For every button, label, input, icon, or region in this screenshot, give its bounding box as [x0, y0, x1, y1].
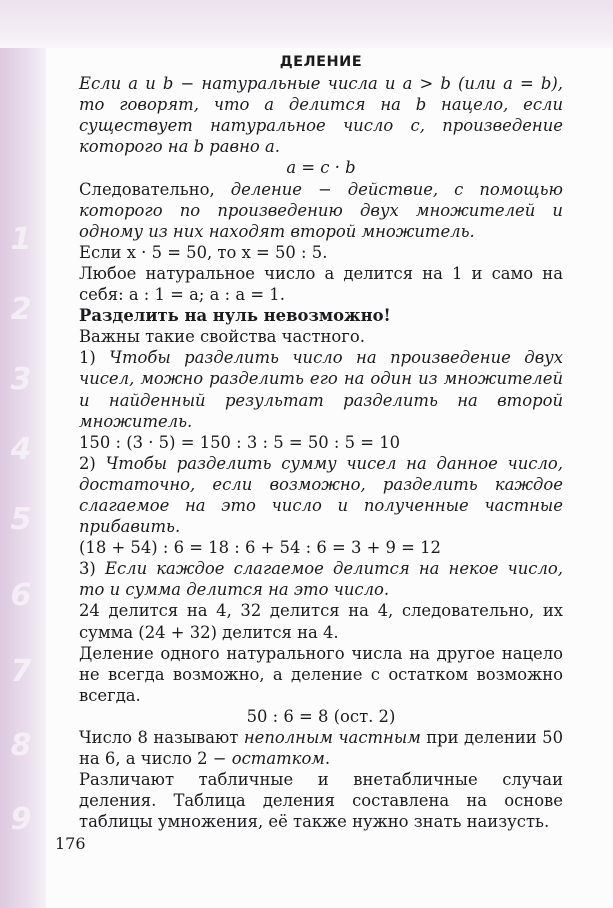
side-number: 7	[10, 654, 32, 689]
definition: Если a и b − натуральные числа и a > b (или a = b), то говорят, что a делится на b нацело, если существует натуральное число c, произведение которого на b равно a.	[79, 74, 563, 157]
paragraph: Если x · 5 = 50, то x = 50 : 5.	[79, 242, 328, 262]
formula: 50 : 6 = 8 (ост. 2)	[246, 706, 396, 726]
property-text: Чтобы разделить число на произведение двух чисел, можно разделить его на один из множителей и найденный результат разделить на второй множитель.	[79, 348, 563, 431]
property	[79, 347, 563, 431]
side-number: 4	[10, 432, 32, 467]
property-text: Чтобы разделить сумму чисел на данное число, достаточно, если возможно, разделить каждое слагаемое на это число и полученные частные прибавить.	[79, 453, 563, 537]
property	[79, 453, 563, 537]
side-decor-band	[0, 48, 46, 908]
property-number: 2)	[79, 453, 106, 473]
text: .	[324, 749, 331, 769]
paragraph	[79, 179, 563, 242]
property-text: Если каждое слагаемое делится на некое число, то и сумма делится на это число.	[79, 559, 563, 600]
section-heading: ДЕЛЕНИЕ	[279, 54, 363, 70]
page-content	[79, 52, 563, 832]
side-number: 6	[10, 578, 32, 613]
paragraph: Различают табличные и внетабличные случаи деления. Таблица деления составлена на основе таблицы умножения, её также нужно знать наизусть.	[79, 770, 563, 832]
term: неполным частным	[243, 728, 421, 747]
paragraph: Любое натуральное число a делится на 1 и само на себя: a : 1 = a; a : a = 1.	[79, 263, 563, 305]
side-number: 9	[10, 802, 32, 837]
side-number: 3	[10, 362, 32, 397]
paragraph: 24 делится на 4, 32 делится на 4, следовательно, их сумма (24 + 32) делится на 4.	[79, 601, 563, 642]
page-number: 176	[55, 834, 86, 853]
paragraph	[79, 727, 563, 769]
text: Следовательно,	[79, 179, 231, 199]
side-number: 2	[10, 292, 32, 327]
paragraph: Деление одного натурального числа на другое нацело не всегда возможно, а деление с остатком возможно всегда.	[79, 643, 563, 705]
side-number: 1	[10, 222, 32, 257]
example: (18 + 54) : 6 = 18 : 6 + 54 : 6 = 3 + 9 = 12	[79, 538, 441, 558]
paragraph: Важны такие свойства частного.	[79, 327, 365, 347]
definition-text: деление − действие, с помощью которого по произведению двух множителей и одному из них находят второй множитель.	[79, 179, 563, 241]
text: при делении 50 на 6, а число 2 −	[79, 728, 563, 769]
example: 150 : (3 · 5) = 150 : 3 : 5 = 50 : 5 = 10	[79, 432, 401, 452]
term: остатком	[231, 749, 325, 769]
property	[79, 558, 563, 600]
property-number: 1)	[79, 348, 110, 368]
property-number: 3)	[79, 559, 105, 579]
side-number: 8	[10, 728, 32, 763]
side-number: 5	[10, 502, 32, 537]
text: Число 8 называют	[79, 728, 244, 747]
rule-heading: Разделить на нуль невозможно!	[79, 306, 391, 326]
top-decor-band	[0, 0, 613, 48]
formula: a = c · b	[286, 158, 356, 178]
